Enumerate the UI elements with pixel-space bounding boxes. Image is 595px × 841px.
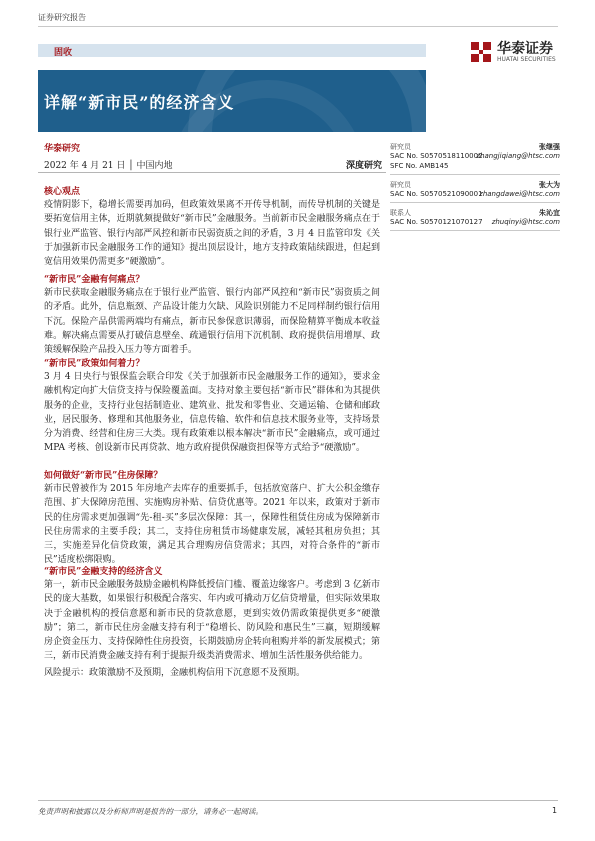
section-body: 3 月 4 日央行与银保监会联合印发《关于加强新市民金融服务工作的通知》，要求金融机构定向扩大信贷支持与保险覆盖面。支持对象主要包括“新市民”群体和为其提供服务的企业，支持行业包括制造业、建筑业、批发和零售业、交通运输、仓储和邮政业，居民服务、修理和其他服务业，信息传输、软件和信息技术服务业等，支持场景分为消费、经营和住房三大类。现有政策难以根本解决“新市民”金融痛点，或可通过 MPA 考核、创设新市民再贷款、地方政府提供保融资担保等方式给予“硬激励”。 bbox=[44, 372, 380, 454]
section-body: 疫情阴影下，稳增长需要再加码，但政策效果离不开传导机制，而传导机制的关键是要拓宽信用主体，近期就频提做好“新市民”金融服务。当前新市民金融服务痛点在于银行业严监管、银行内部严风控和新市民弱资质之间的矛盾，3 月 4 日监管印发《关于加强新市民金融服务工作的通知》提出顶层设计，地方支持政策陆续跟进，但起到宽信用效果仍需更多“硬激励”。 bbox=[44, 200, 380, 268]
section-body: 新市民曾被作为 2015 年房地产去库存的重要抓手，包括放宽落户、扩大公积金缴存范围、扩大保障房范围、实施购房补贴、信贷优惠等。2021 年以来，政策对于新市民的住房需求更加强调“先-租-买”多层次保障：其一，保障性租赁住房成为保障新市民住房需求的主要手段；其二，支持住房租赁市场健康发展，减轻其租房负担；其三，实施差异化信贷政策，满足其合理购房信贷需求；其四，对符合条件的“新市民”适度松绑限购。 bbox=[44, 484, 380, 566]
section-heading: “新市民”政策如何着力？ bbox=[44, 359, 145, 369]
section-heading: “新市民”金融有何痛点？ bbox=[44, 275, 145, 285]
analyst-email[interactable]: zhuqinyi@htsc.com bbox=[491, 218, 560, 226]
report-category-label: 证券研究报告 bbox=[38, 13, 86, 22]
analyst-name: 张继强 bbox=[539, 143, 560, 151]
report-title: 详解“新市民”的经济含义 bbox=[44, 93, 235, 112]
section-tag: 固收 bbox=[54, 48, 73, 58]
section-heading: 核心观点 bbox=[44, 187, 81, 197]
risk-warning: 风险提示：政策激励不及预期，金融机构信用下沉意愿不及预期。 bbox=[44, 668, 306, 678]
analyst-sac: SAC No. S0570121070127 bbox=[390, 218, 483, 226]
brand-logo bbox=[467, 38, 567, 68]
analyst-email[interactable]: zhangdawei@htsc.com bbox=[479, 190, 560, 198]
section-band bbox=[38, 44, 426, 57]
analyst-name: 张大为 bbox=[539, 181, 560, 189]
footer-divider bbox=[38, 800, 558, 801]
analyst-role: 研究员 bbox=[390, 143, 411, 151]
brand-name-cn: 华泰证券 bbox=[497, 41, 553, 57]
date-divider bbox=[38, 172, 386, 173]
analyst-role: 联系人 bbox=[390, 209, 411, 217]
analyst-card bbox=[390, 208, 560, 236]
analyst-role: 研究员 bbox=[390, 181, 411, 189]
disclaimer-note: 免责声明和披露以及分析师声明是报告的一部分，请务必一起阅读。 bbox=[38, 807, 263, 816]
analyst-sac: SAC No. S0570518110002 bbox=[390, 152, 483, 160]
section-body: 第一，新市民金融服务鼓励金融机构降低授信门槛、覆盖边缘客户。考虑到 3 亿新市民的庞大基数，如果银行积极配合落实、年内或可撬动万亿信贷增量，但实际效果取决于金融机构的授信意愿和新市民的贷款意愿，更到实效仍需政策提供更多“硬激励”；第二，新市民住房金融支持有利于“稳增长、防风险和惠民生”三赢，短期缓解房企资金压力、支持保障性住房投资，长期鼓励房企转向租购并举的新发展模式；第三，新市民消费金融支持有利于提振升级类消费需求、增加生活性服务供给能力。 bbox=[44, 580, 380, 662]
section-body: 新市民获取金融服务痛点在于银行业严监管、银行内部严风控和“新市民”弱资质之间的矛盾。此外，信息瓶颈、产品设计能力欠缺、风险识别能力不足同样制约银行信用下沉。保险产品供需两端均有痛点，新市民参保意识薄弱，而保险精算平衡成本收益难。解决痛点需要从打破信息壁垒、疏通银行信用下沉机制、政府提供信用增厚、政策缓解保险产品投入压力等方面着手。 bbox=[44, 288, 380, 356]
top-divider bbox=[38, 26, 558, 27]
author-org: 华泰研究 bbox=[44, 144, 81, 154]
analyst-card bbox=[390, 142, 560, 180]
report-date: 2022 年 4 月 21 日 │ 中国内地 bbox=[44, 161, 173, 171]
analyst-card bbox=[390, 180, 560, 208]
page-number: 1 bbox=[552, 806, 558, 815]
report-type: 深度研究 bbox=[346, 161, 383, 171]
section-heading: “新市民”金融支持的经济含义 bbox=[44, 567, 163, 577]
section-heading: 如何做好“新市民”住房保障？ bbox=[44, 471, 163, 481]
analyst-sac: SAC No. S0570521090001 bbox=[390, 190, 483, 198]
brand-name-en: HUATAI SECURITIES bbox=[497, 56, 556, 63]
huatai-logo-icon bbox=[469, 40, 493, 64]
analyst-email[interactable]: zhangjiqiang@htsc.com bbox=[476, 152, 560, 160]
analyst-name: 朱沁宜 bbox=[539, 209, 560, 217]
analyst-sfc: SFC No. AMB145 bbox=[390, 162, 449, 170]
